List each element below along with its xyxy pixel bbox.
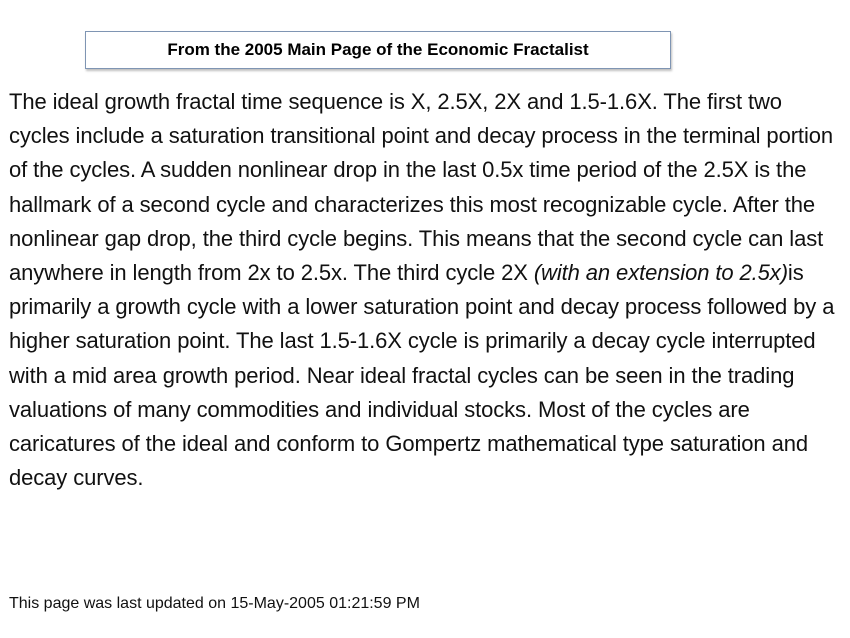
paragraph-text-start: The ideal growth fractal time sequence is X, 2.5X, 2X and 1.5-1.6X. The first two cycles include a saturation transitional point and decay process in the terminal portion of the cycles. A sudden nonlinear drop in the last 0.5x time period of the 2.5X is the hallmark of a second cycle and characterizes this most recognizable cycle. After the nonlinear gap drop, the third cycle begins. This means that the second cycle can last anywhere in length from 2x to 2.5x. The third cycle 2X: [9, 89, 833, 286]
page-title: From the 2005 Main Page of the Economic Fractalist: [167, 40, 589, 59]
paragraph-text-end: is primarily a growth cycle with a lower saturation point and decay process followed by a higher saturation point. The last 1.5-1.6X cycle is primarily a decay cycle interrupted with a mid area growth period. Near ideal fractal cycles can be seen in the trading valuations of many commodities and individual stocks. Most of the cycles are caricatures of the ideal and conform to Gompertz mathematical type saturation and decay curves.: [9, 260, 835, 491]
last-updated-note: This page was last updated on 15-May-2005 01:21:59 PM: [9, 595, 420, 612]
title-box: [85, 31, 671, 69]
article-paragraph: [9, 85, 845, 495]
paragraph-italic-note: (with an extension to 2.5x): [533, 260, 788, 286]
